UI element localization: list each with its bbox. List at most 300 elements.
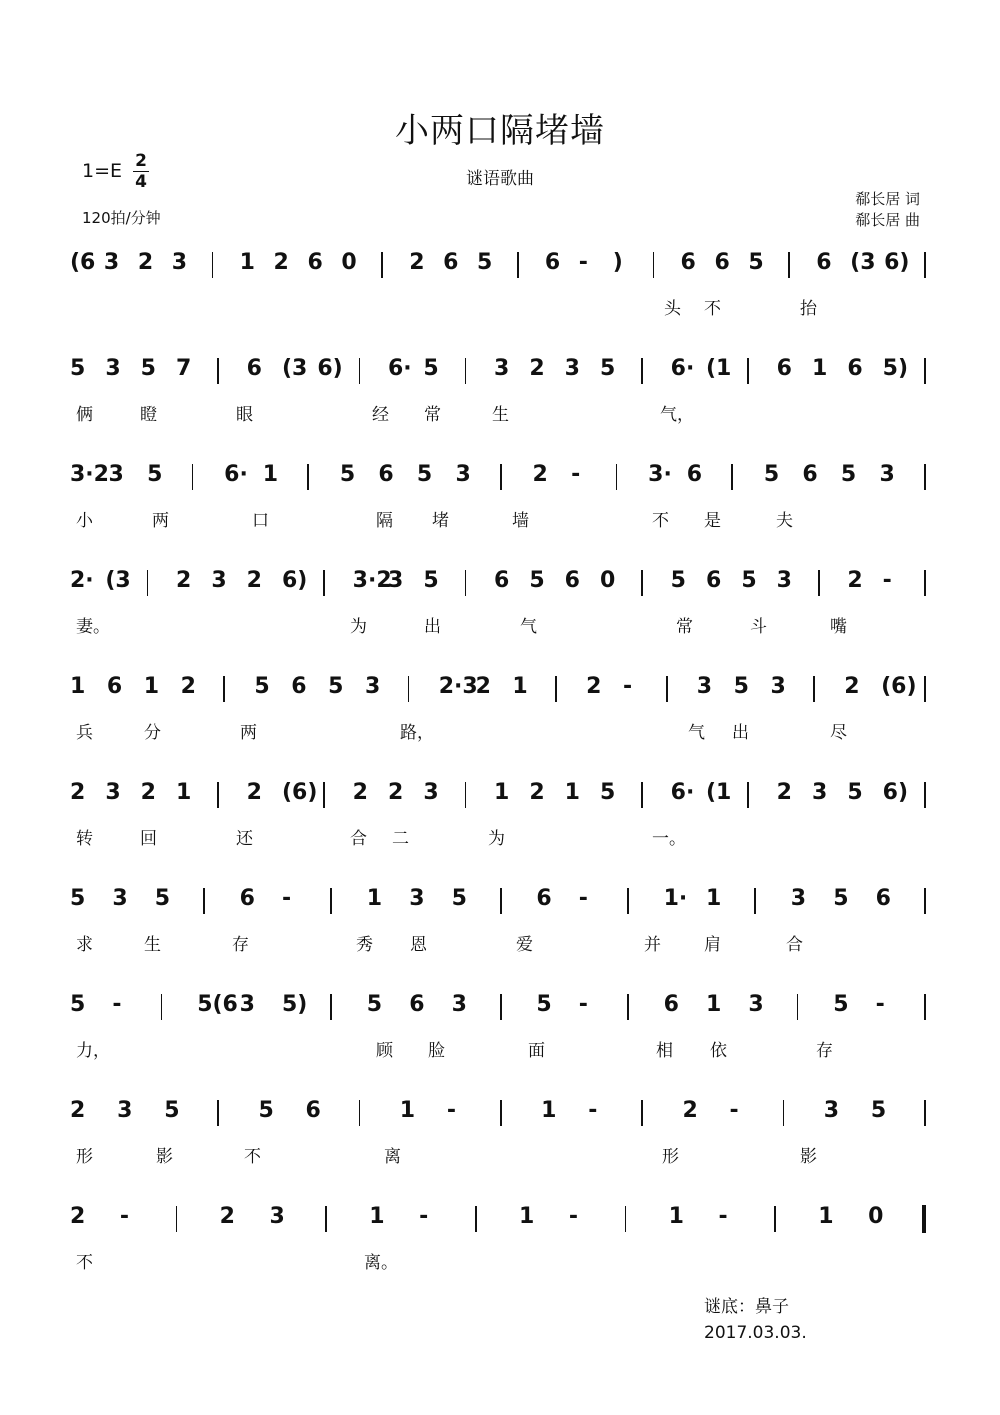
- note-token: (6): [881, 674, 917, 699]
- note-token: 2: [180, 674, 196, 699]
- note-token: 5: [600, 356, 616, 381]
- note-token: 6): [317, 356, 343, 381]
- lyric-syllable: 头: [664, 299, 681, 319]
- barline: [653, 252, 655, 278]
- note-token: 3: [494, 356, 510, 381]
- lyric-syllable: 脸: [428, 1041, 445, 1061]
- note-token: 6): [282, 568, 308, 593]
- note-token: -: [588, 1098, 598, 1123]
- lyric-syllable: 隔: [376, 511, 393, 531]
- barline: [627, 994, 629, 1020]
- barline: [754, 888, 756, 914]
- lyric-syllable: 形: [76, 1147, 93, 1167]
- note-token: 2: [70, 1204, 86, 1229]
- note-token: 5: [451, 886, 467, 911]
- barline: [924, 1100, 926, 1126]
- note-token: 5: [840, 462, 857, 487]
- lyric-syllable: 抬: [800, 299, 817, 319]
- lyric-syllable: 夫: [776, 511, 793, 531]
- note-token: 1: [239, 250, 255, 275]
- barline: [924, 782, 926, 808]
- lyric-syllable: 不: [704, 299, 721, 319]
- composer-credit: 郗长居 曲: [855, 211, 920, 229]
- note-token: 2: [137, 250, 154, 275]
- barline: [223, 676, 225, 702]
- barline: [747, 358, 749, 384]
- note-token: 3: [105, 780, 121, 805]
- barline: [641, 1100, 643, 1126]
- lyric-syllable: 为: [350, 617, 367, 637]
- lyric-syllable: 肩: [704, 935, 721, 955]
- note-token: 0: [600, 568, 616, 593]
- note-token: 6: [564, 568, 580, 593]
- note-token: 1: [369, 1204, 385, 1229]
- lyric-syllable: 俩: [76, 405, 93, 425]
- barline: [500, 994, 502, 1020]
- note-token: 5(6: [197, 992, 238, 1017]
- note-token: 1·: [663, 886, 688, 911]
- note-token: 0: [868, 1204, 884, 1229]
- barline: [323, 570, 325, 596]
- lyric-syllable: 堵: [432, 511, 449, 531]
- lyric-syllable: 尽: [830, 723, 847, 743]
- note-token: 5: [258, 1098, 274, 1123]
- note-token: 6: [802, 462, 818, 487]
- lyric-syllable: 常: [424, 405, 441, 425]
- note-token: (1: [706, 780, 732, 805]
- note-token: 5): [882, 356, 909, 381]
- lyric-syllable: 回: [140, 829, 157, 849]
- note-token: -: [875, 992, 885, 1017]
- note-token: 6: [106, 674, 123, 699]
- lyric-syllable: 依: [710, 1041, 727, 1061]
- lyric-syllable: 不: [244, 1147, 261, 1167]
- barline: [924, 570, 926, 596]
- note-token: 3·2: [70, 462, 109, 487]
- note-token: 6·: [670, 356, 695, 381]
- note-token: 3: [455, 462, 471, 487]
- note-token: 2: [246, 568, 262, 593]
- barline: [797, 994, 799, 1020]
- note-token: 2: [140, 780, 156, 805]
- final-barline: [922, 1205, 926, 1233]
- lyric-syllable: 气: [688, 723, 705, 743]
- note-token: 3: [171, 250, 188, 275]
- note-token: (3: [282, 356, 308, 381]
- note-token: 5: [670, 568, 686, 593]
- note-token: -: [112, 992, 122, 1017]
- note-token: 5: [870, 1098, 887, 1123]
- lyric-syllable: 离: [384, 1147, 401, 1167]
- note-token: 5: [416, 462, 433, 487]
- barline: [465, 570, 467, 596]
- lyric-syllable: 并: [644, 935, 661, 955]
- barline: [330, 994, 332, 1020]
- lyric-syllable: 分: [144, 723, 161, 743]
- note-token: 5: [164, 1098, 180, 1123]
- time-signature: [133, 152, 149, 191]
- lyric-syllable: 兵: [76, 723, 93, 743]
- lyric-syllable: 墙: [512, 511, 529, 531]
- note-token: 3: [790, 886, 807, 911]
- lyric-syllable: 妻。: [76, 617, 110, 637]
- barline: [625, 1206, 627, 1232]
- note-token: 2: [776, 780, 792, 805]
- lyric-syllable: 还: [236, 829, 253, 849]
- note-token: 5: [366, 992, 383, 1017]
- note-token: 6: [714, 250, 730, 275]
- barline: [616, 464, 618, 490]
- lyric-syllable: 存: [816, 1041, 833, 1061]
- note-token: 2: [219, 1204, 235, 1229]
- note-token: (3: [850, 250, 876, 275]
- barline: [666, 676, 668, 702]
- barline: [212, 252, 214, 278]
- note-token: 3: [696, 674, 713, 699]
- time-signature-bottom: 4: [135, 172, 147, 192]
- note-token: 5: [423, 568, 439, 593]
- note-token: (6): [282, 780, 318, 805]
- lyric-syllable: 路，: [400, 723, 434, 743]
- note-token: 6·: [388, 356, 412, 381]
- lyric-syllable: 转: [76, 829, 93, 849]
- lyric-syllable: 出: [732, 723, 749, 743]
- lyric-syllable: 为: [488, 829, 505, 849]
- barline: [500, 1100, 502, 1126]
- barline: [359, 1100, 361, 1126]
- lyric-syllable: 形: [662, 1147, 679, 1167]
- note-token: 2: [844, 674, 860, 699]
- note-token: -: [882, 568, 892, 593]
- barline: [217, 782, 219, 808]
- note-token: 2: [409, 250, 425, 275]
- barline: [783, 1100, 785, 1126]
- note-token: 5: [847, 780, 863, 805]
- lyric-syllable: 嘴: [830, 617, 847, 637]
- note-token: 3: [112, 886, 128, 911]
- note-token: 1: [518, 1204, 535, 1229]
- barline: [731, 464, 733, 490]
- note-token: 5: [70, 992, 86, 1017]
- note-token: 6: [536, 886, 552, 911]
- lyric-syllable: 面: [528, 1041, 545, 1061]
- note-token: 1: [512, 674, 528, 699]
- note-token: 6: [378, 462, 394, 487]
- note-token: 3: [823, 1098, 840, 1123]
- note-token: 1: [366, 886, 383, 911]
- note-token: 5: [70, 886, 86, 911]
- barline: [475, 1206, 477, 1232]
- note-token: 6: [776, 356, 792, 381]
- barline: [217, 358, 219, 384]
- key-signature: 1=E: [82, 160, 123, 182]
- barline: [924, 358, 926, 384]
- barline: [924, 994, 926, 1020]
- note-token: 2: [246, 780, 262, 805]
- lyric-syllable: 二: [392, 829, 409, 849]
- note-token: 6: [409, 992, 425, 1017]
- lyric-syllable: 斗: [750, 617, 767, 637]
- barline: [517, 252, 519, 278]
- note-token: -: [446, 1098, 457, 1123]
- note-token: 3: [388, 568, 404, 593]
- note-token: 5: [741, 568, 757, 593]
- note-token: 5: [254, 674, 270, 699]
- note-token: 1: [812, 356, 828, 381]
- lyric-syllable: 影: [156, 1147, 173, 1167]
- note-token: 5: [328, 674, 344, 699]
- note-token: -: [119, 1204, 130, 1229]
- song-subtitle: 谜语歌曲: [466, 169, 534, 189]
- time-signature-top: 2: [135, 151, 147, 171]
- note-token: 2: [70, 1098, 86, 1123]
- lyricist-credit: 郗长居 词: [855, 190, 920, 208]
- note-token: 1: [706, 992, 722, 1017]
- note-token: 3: [239, 992, 255, 1017]
- riddle-answer: 谜底：鼻子: [704, 1297, 789, 1317]
- note-token: (1: [706, 356, 732, 381]
- note-token: 3: [105, 356, 121, 381]
- note-token: 6: [680, 250, 696, 275]
- note-token: 2: [586, 674, 602, 699]
- note-token: 3: [451, 992, 467, 1017]
- barline: [924, 888, 926, 914]
- note-token: 6: [816, 250, 832, 275]
- barline: [924, 252, 926, 278]
- note-token: 3: [269, 1204, 285, 1229]
- barline: [330, 888, 332, 914]
- lyric-syllable: 离。: [364, 1253, 398, 1273]
- lyric-syllable: 合: [350, 829, 367, 849]
- note-token: 5: [140, 356, 156, 381]
- note-token: 1: [143, 674, 160, 699]
- note-token: 3: [812, 780, 828, 805]
- barline: [381, 252, 383, 278]
- lyric-syllable: 存: [232, 935, 249, 955]
- note-token: 2: [70, 780, 86, 805]
- barline: [203, 888, 205, 914]
- note-token: 2·3: [438, 674, 478, 699]
- note-token: -: [571, 462, 581, 487]
- note-token: 6: [305, 1098, 321, 1123]
- note-token: -: [282, 886, 292, 911]
- note-token: 6: [875, 886, 891, 911]
- barline: [359, 358, 361, 384]
- barline: [465, 782, 467, 808]
- lyric-syllable: 相: [656, 1041, 673, 1061]
- lyric-syllable: 经: [372, 405, 389, 425]
- barline: [176, 1206, 178, 1232]
- barline: [465, 358, 467, 384]
- barline: [217, 1100, 219, 1126]
- lyric-syllable: 瞪: [140, 405, 157, 425]
- note-token: 1: [668, 1204, 684, 1229]
- barline: [747, 782, 749, 808]
- note-token: 3: [211, 568, 227, 593]
- lyric-syllable: 秀: [356, 935, 373, 955]
- note-token: 3·2: [352, 568, 392, 593]
- note-token: 5: [423, 356, 439, 381]
- note-token: -: [729, 1098, 739, 1123]
- barline: [500, 464, 502, 490]
- note-token: 6: [246, 356, 262, 381]
- note-token: 6): [882, 780, 909, 805]
- barline: [307, 464, 309, 490]
- lyric-syllable: 一。: [652, 829, 686, 849]
- note-token: 2: [529, 780, 545, 805]
- note-token: 6: [847, 356, 863, 381]
- note-token: -: [419, 1204, 429, 1229]
- lyric-syllable: 气，: [660, 405, 694, 425]
- barline: [555, 676, 557, 702]
- note-token: 5: [733, 674, 749, 699]
- note-token: 2: [532, 462, 548, 487]
- note-token: -: [578, 992, 588, 1017]
- note-token: 3: [117, 1098, 133, 1123]
- note-token: 3: [776, 568, 792, 593]
- note-token: 6·: [224, 462, 248, 487]
- lyric-syllable: 顾: [376, 1041, 393, 1061]
- note-token: -: [568, 1204, 578, 1229]
- note-token: -: [578, 250, 588, 275]
- note-token: 3: [103, 250, 120, 275]
- lyric-syllable: 影: [800, 1147, 817, 1167]
- note-token: 1: [262, 462, 279, 487]
- note-token: 6: [686, 462, 703, 487]
- note-token: 5: [763, 462, 780, 487]
- note-token: 2: [475, 674, 491, 699]
- note-token: 5: [833, 992, 849, 1017]
- lyric-syllable: 两: [152, 511, 169, 531]
- lyric-syllable: 出: [424, 617, 441, 637]
- lyric-syllable: 恩: [410, 935, 427, 955]
- song-title: 小两口隔堵墙: [395, 111, 605, 151]
- note-token: 1: [176, 780, 192, 805]
- note-token: 1: [564, 780, 580, 805]
- note-token: 6·: [670, 780, 695, 805]
- note-token: -: [623, 674, 633, 699]
- note-token: 3: [423, 780, 439, 805]
- note-token: 3: [879, 462, 895, 487]
- note-token: (3: [105, 568, 131, 593]
- lyric-syllable: 不: [76, 1253, 93, 1273]
- note-token: 6: [494, 568, 510, 593]
- barline: [627, 888, 629, 914]
- note-token: 1: [818, 1204, 834, 1229]
- barline: [147, 570, 149, 596]
- note-token: 3: [748, 992, 764, 1017]
- barline: [924, 676, 926, 702]
- note-token: 1: [541, 1098, 557, 1123]
- note-token: 0: [341, 250, 357, 275]
- note-token: 6: [443, 250, 459, 275]
- note-token: 3·: [648, 462, 672, 487]
- note-token: 1: [70, 674, 86, 699]
- note-token: 5: [339, 462, 356, 487]
- barline: [641, 782, 643, 808]
- note-token: 3: [564, 356, 580, 381]
- lyric-syllable: 常: [676, 617, 693, 637]
- lyric-syllable: 两: [240, 723, 257, 743]
- barline: [500, 888, 502, 914]
- lyric-syllable: 眼: [236, 405, 253, 425]
- note-token: 6: [663, 992, 679, 1017]
- note-token: -: [718, 1204, 728, 1229]
- note-token: 6: [544, 250, 561, 275]
- note-token: 2: [388, 780, 404, 805]
- note-token: -: [578, 886, 588, 911]
- note-token: 5: [529, 568, 545, 593]
- barline: [408, 676, 410, 702]
- note-token: 6): [884, 250, 910, 275]
- barline: [641, 358, 643, 384]
- note-token: 1: [399, 1098, 416, 1123]
- note-token: 6: [706, 568, 722, 593]
- barline: [641, 570, 643, 596]
- composition-date: 2017.03.03.: [704, 1323, 807, 1343]
- note-token: 1: [706, 886, 722, 911]
- barline: [323, 782, 325, 808]
- lyric-syllable: 合: [786, 935, 803, 955]
- note-token: 5: [70, 356, 86, 381]
- note-token: 5: [600, 780, 616, 805]
- note-token: 2·: [70, 568, 94, 593]
- note-token: 3: [108, 462, 124, 487]
- lyric-syllable: 口: [252, 511, 269, 531]
- lyric-syllable: 爱: [516, 935, 533, 955]
- note-token: 5: [154, 886, 171, 911]
- lyric-syllable: 生: [144, 935, 161, 955]
- note-token: 3: [409, 886, 425, 911]
- note-token: 6: [291, 674, 307, 699]
- lyric-syllable: 力，: [76, 1041, 110, 1061]
- lyric-syllable: 求: [76, 935, 93, 955]
- note-token: 5: [833, 886, 849, 911]
- note-token: 5): [282, 992, 308, 1017]
- note-token: 2: [847, 568, 863, 593]
- note-token: ): [612, 250, 623, 275]
- lyric-syllable: 不: [652, 511, 669, 531]
- note-token: 2: [529, 356, 545, 381]
- barline: [924, 464, 926, 490]
- note-token: 6: [239, 886, 255, 911]
- barline: [325, 1206, 327, 1232]
- lyric-syllable: 生: [492, 405, 509, 425]
- lyric-syllable: 小: [76, 511, 93, 531]
- barline: [161, 994, 163, 1020]
- note-token: 3: [770, 674, 786, 699]
- barline: [813, 676, 815, 702]
- note-token: 6: [307, 250, 323, 275]
- note-token: 5: [748, 250, 764, 275]
- barline: [192, 464, 194, 490]
- barline: [818, 570, 820, 596]
- note-token: (6: [70, 250, 96, 275]
- note-token: 7: [176, 356, 192, 381]
- note-token: 2: [352, 780, 368, 805]
- note-token: 2: [273, 250, 289, 275]
- note-token: 5: [536, 992, 552, 1017]
- note-token: 3: [364, 674, 381, 699]
- barline: [788, 252, 790, 278]
- note-token: 2: [176, 568, 192, 593]
- note-token: 5: [147, 462, 163, 487]
- note-token: 5: [477, 250, 493, 275]
- tempo-marking: 120拍/分钟: [82, 209, 161, 227]
- barline: [774, 1206, 776, 1232]
- lyric-syllable: 是: [704, 511, 721, 531]
- lyric-syllable: 气: [520, 617, 537, 637]
